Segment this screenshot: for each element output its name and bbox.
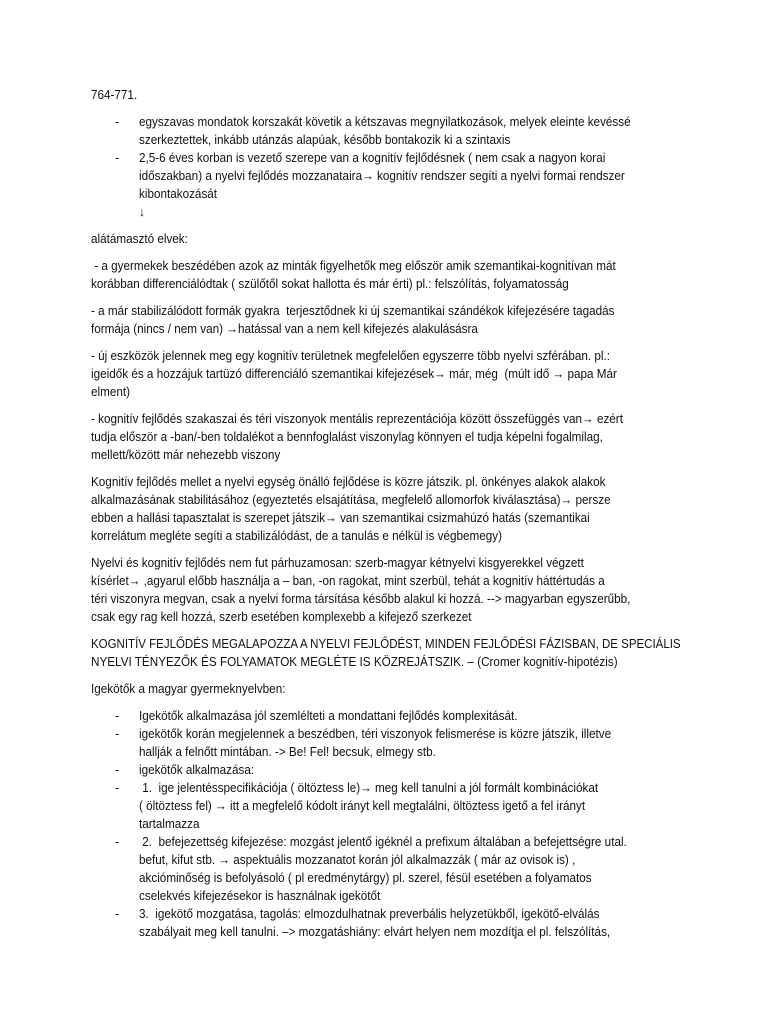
paragraph-line: csak egy rag kell hozzá, szerb esetében komplexebb a kifejező szerkezet (91, 609, 472, 624)
bullet-marker: - (115, 150, 120, 165)
key-statement-paragraph (91, 635, 681, 671)
paragraph (91, 347, 681, 401)
list-item-line: befut, kifut stb. → aspektuális mozzanatot korán jól alkalmazzák ( már az ovisok is) , (139, 852, 576, 867)
paragraph-line: - a gyermekek beszédében azok az minták figyelhetők meg először amik szemantikai-kognitívan mát (91, 258, 616, 273)
bullet-list (91, 113, 681, 221)
paragraph-line: Nyelvi és kognitív fejlődés nem fut párhuzamosan: szerb-magyar kétnyelvi kisgyerekkel végzett (91, 555, 584, 570)
list-item-line: szerkeztettek, inkább utánzás alapúak, később bontakozik ki a szintaxis (139, 132, 511, 147)
paragraph-line: igeidők és a hozzájuk tartüzó differenciáló szemantikai kifejezések→ már, még (múlt idő → papa Már (91, 366, 617, 381)
paragraph (91, 410, 681, 464)
list-item-line: cselekvés kifejezésekor is használnak igekötőt (139, 888, 381, 903)
list-item-line: Igekötők alkalmazása jól szemlélteti a mondattani fejlődés komplexitását. (139, 708, 518, 723)
paragraph-line: ebben a hallási tapasztalat is szerepet játszik→ van szemantikai csizmahúzó hatás (szemantikai (91, 510, 590, 525)
list-item-line: 2. befejezettség kifejezése: mozgást jelentő igéknél a prefixum általában a befejettségre utal. (139, 834, 627, 849)
paragraph (91, 302, 681, 338)
list-item-line: 2,5-6 éves korban is vezető szerepe van a kognitív fejlődésnek ( nem csak a nagyon korai (139, 150, 606, 165)
paragraph-line: korábban differenciálódtak ( szülőtől sokat hallotta és már érti) pl.: felszólítás, folyamatosság (91, 276, 569, 291)
list-item-line: tartalmazza (139, 816, 200, 831)
list-item (91, 149, 681, 221)
list-item-line: igekötők alkalmazása: (139, 762, 255, 777)
list-item-line: hallják a felnőtt mintában. -> Be! Fel! becsuk, elmegy stb. (139, 744, 436, 759)
bullet-marker: - (115, 708, 120, 723)
section-heading (91, 230, 681, 248)
bullet-marker: - (115, 762, 120, 777)
bullet-marker: - (115, 114, 120, 129)
paragraph-line: téri viszonyra megvan, csak a nyelvi forma társítása később alakul ki hozzá. --> magyarban egyszerűbb, (91, 591, 631, 606)
list-item-line: ( öltöztess fel) → itt a megfelelő kódolt irányt kell megtalálni, öltöztess igető a fel irányt (139, 798, 586, 813)
document-body (91, 86, 681, 950)
list-item-line: akcióminőség is befolyásoló ( pl eredménytárgy) pl. szerel, fésül esetében a folyamatos (139, 870, 592, 885)
list-item-line: szabályait meg kell tanulni. –> mozgatáshiány: elvárt helyen nem mozdítja el pl. felszólítás, (139, 924, 611, 939)
paragraph-line: korrelátum megléte segíti a stabilizálódást, de a tanulás e nélkül is végbemegy) (91, 528, 503, 543)
paragraph (91, 473, 681, 545)
list-item (91, 707, 681, 725)
bullet-list (91, 707, 681, 941)
list-item-line: kibontakozását (139, 186, 218, 201)
paragraph-line: formája (nincs / nem van) →hatással van a nem kell kifejezés alakulásásra (91, 321, 478, 336)
list-item (91, 905, 681, 941)
paragraph-line: KOGNITÍV FEJLŐDÉS MEGALAPOZZA A NYELVI FEJLŐDÉST, MINDEN FEJLŐDÉSI FÁZISBAN, DE SPECIÁLIS (91, 636, 681, 651)
list-item-line: igekötők korán megjelennek a beszédben, téri viszonyok felismerése is közre játszik, illetve (139, 726, 612, 741)
paragraph-line: Kognitív fejlődés mellet a nyelvi egység önálló fejlődése is közre játszik. pl. önkényes alakok alakok (91, 474, 606, 489)
paragraph-line: kísérlet→ ,agyarul előbb használja a – ban, -on ragokat, mint szerbül, tehát a kognitív háttértudás a (91, 573, 605, 588)
list-item-line: időszakban) a nyelvi fejlődés mozzanataira→ kognitív rendszer segíti a nyelvi formai rendszer (139, 168, 625, 183)
paragraph-line: alkalmazásának stabilitásához (egyeztetés elsajátítása, megfelelő allomorfok kiválasztása)→ persze (91, 492, 611, 507)
page-range-reference: 764-771. (91, 87, 138, 102)
bullet-marker: - (115, 726, 120, 741)
list-item-line: 1. ige jelentésspecifikációja ( öltöztess le)→ meg kell tanulni a jól formált kombinációkat (139, 780, 599, 795)
bullet-marker: - (115, 834, 120, 849)
paragraph (91, 554, 681, 626)
page-range-reference-block (91, 86, 681, 104)
list-item (91, 725, 681, 761)
list-item (91, 779, 681, 833)
section-heading-text: Igekötők a magyar gyermeknyelvben: (91, 681, 286, 696)
list-item (91, 833, 681, 905)
list-item (91, 761, 681, 779)
paragraph-line: - kognitív fejlődés szakaszai és téri viszonyok mentális reprezentációja között összefüggés van→ ezért (91, 411, 623, 426)
down-arrow-glyph: ↓ (139, 204, 145, 219)
paragraph-line: tudja először a -ban/-ben toldalékot a bennfoglalást viszonylag könnyen el tudja képelni fogalmilag, (91, 429, 603, 444)
paragraph-line: NYELVI TÉNYEZŐK ÉS FOLYAMATOK MEGLÉTE IS KÖZREJÁTSZIK. – (Cromer kognitív-hipotézis) (91, 654, 618, 669)
list-item-line: egyszavas mondatok korszakát követik a kétszavas megnyilatkozások, melyek eleinte kevéssé (139, 114, 631, 129)
section-heading-text: alátámasztó elvek: (91, 231, 188, 246)
bullet-marker: - (115, 780, 120, 795)
paragraph-line: - új eszközök jelennek meg egy kognitív területnek megfelelően egyszerre több nyelvi szférában. pl.: (91, 348, 610, 363)
section-heading (91, 680, 681, 698)
paragraph (91, 257, 681, 293)
list-item (91, 113, 681, 149)
list-item-line: 3. igekötő mozgatása, tagolás: elmozdulhatnak preverbális helyzetükből, igekötő-elválás (139, 906, 600, 921)
paragraph-line: - a már stabilizálódott formák gyakra terjesztődnek ki új szemantikai szándékok kifejezésére tagadás (91, 303, 615, 318)
bullet-marker: - (115, 906, 120, 921)
paragraph-line: mellett/között már nehezebb viszony (91, 447, 281, 462)
paragraph-line: elment) (91, 384, 131, 399)
